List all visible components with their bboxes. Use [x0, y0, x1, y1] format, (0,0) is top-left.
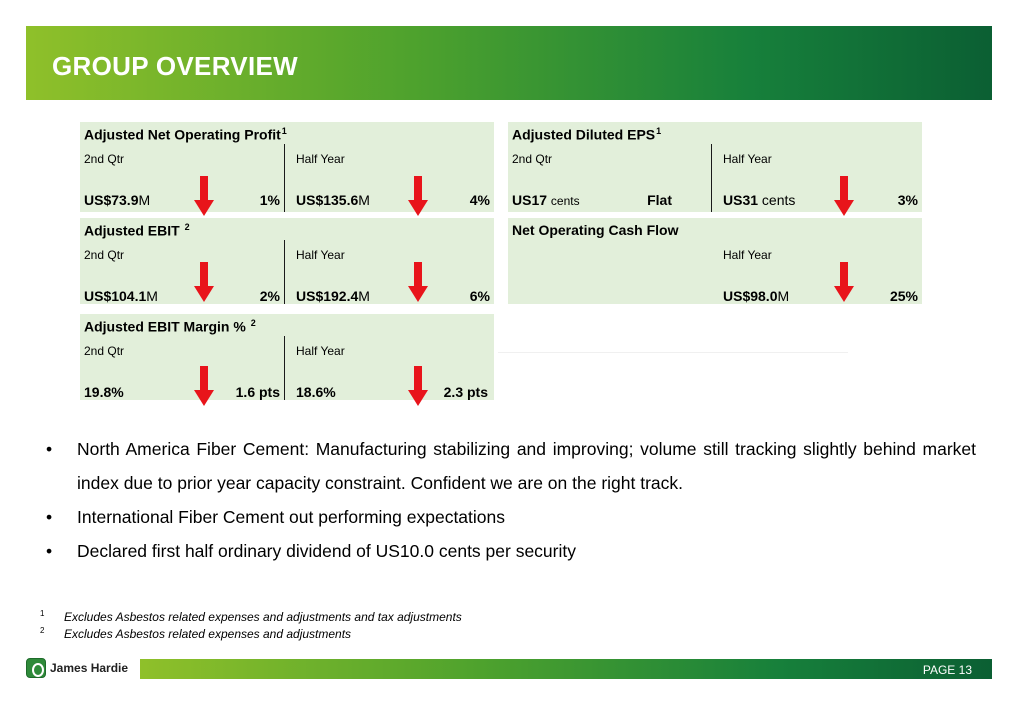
bullet-list: [46, 432, 976, 568]
red-down-arrow-icon: [194, 176, 214, 216]
footnote: [40, 626, 462, 643]
quarter-label: 2nd Qtr: [512, 152, 553, 166]
panel-ebit: [80, 218, 494, 304]
red-down-arrow-icon: [408, 176, 428, 216]
logo-text: James Hardie: [50, 661, 129, 675]
footnotes: [40, 609, 462, 643]
half-year-value-number: US$192.4: [296, 288, 359, 304]
half-year-value-unit: M: [358, 192, 370, 208]
quarter-label: 2nd Qtr: [84, 152, 125, 166]
footnote-text: Excludes Asbestos related expenses and adjustments and tax adjustments: [64, 610, 462, 624]
bullet-item: [46, 534, 976, 568]
half-year-label: Half Year: [723, 248, 772, 262]
red-down-arrow-icon: [408, 262, 428, 302]
page-title: GROUP OVERVIEW: [52, 51, 298, 81]
footnote-marker: 2: [250, 318, 256, 328]
red-down-arrow-icon: [834, 262, 854, 302]
panel-title-text: Adjusted Net Operating Profit: [84, 126, 281, 143]
panel-title: [512, 126, 661, 143]
half-year-change: 25%: [889, 288, 918, 304]
quarter-value-number: US17: [512, 192, 548, 208]
bullet-text: International Fiber Cement out performing expectations: [77, 507, 506, 527]
footnote-number: 1: [40, 609, 45, 618]
panel-operating-cash-flow: [508, 218, 922, 304]
half-year-label: Half Year: [296, 248, 345, 262]
half-year-value-unit: M: [777, 288, 790, 304]
quarter-label: 2nd Qtr: [84, 248, 125, 262]
quarter-value: [512, 192, 580, 208]
bullet-item: [46, 432, 976, 500]
quarter-change: 2%: [259, 288, 280, 304]
footnote-marker: 1: [656, 126, 662, 136]
quarter-label: 2nd Qtr: [84, 344, 125, 358]
column-divider: [284, 336, 285, 400]
bullet-marker: •: [46, 439, 53, 459]
quarter-value-unit: M: [138, 192, 151, 208]
footnote-number: 2: [40, 626, 45, 635]
bullet-text: North America Fiber Cement: Manufacturing stabilizing and improving; volume still tracking slightly behind market index due to prior year capacity constraint. Confident we are on the right track.: [77, 439, 976, 493]
bullet-marker: •: [46, 507, 53, 527]
quarter-change: 1.6 pts: [235, 384, 280, 400]
half-year-label: Half Year: [296, 152, 345, 166]
red-down-arrow-icon: [194, 262, 214, 302]
quarter-value-unit: cents: [550, 194, 580, 208]
bullet-marker: •: [46, 541, 53, 561]
half-year-change: 2.3 pts: [443, 384, 488, 400]
half-year-value: [296, 288, 370, 304]
panel-net-operating-profit: [80, 122, 494, 212]
panel-ebit-margin: [80, 314, 494, 400]
panel-title-text: Adjusted Diluted EPS: [512, 126, 656, 143]
column-divider: [284, 240, 285, 304]
half-year-change: 4%: [469, 192, 490, 208]
panel-diluted-eps: [508, 122, 922, 212]
footnote-marker: 2: [184, 222, 190, 232]
quarter-value-number: US$73.9: [84, 192, 139, 208]
divider-line: [498, 352, 848, 353]
red-down-arrow-icon: [194, 366, 214, 406]
half-year-value-number: US31: [723, 192, 759, 208]
half-year-value-unit: M: [358, 288, 370, 304]
half-year-label: Half Year: [723, 152, 772, 166]
quarter-value: [84, 192, 150, 208]
half-year-value: 18.6%: [296, 384, 336, 400]
page-number: PAGE 13: [922, 663, 972, 677]
quarter-change: Flat: [647, 192, 672, 208]
half-year-value-number: US$98.0: [723, 288, 778, 304]
column-divider: [711, 144, 712, 212]
footer-band: [140, 659, 992, 679]
bullet-text: Declared first half ordinary dividend of US10.0 cents per security: [77, 541, 576, 561]
half-year-change: 6%: [469, 288, 490, 304]
half-year-value-number: US$135.6: [296, 192, 359, 208]
company-logo: [26, 658, 130, 680]
panel-title: [84, 222, 190, 239]
footnote: [40, 609, 462, 626]
panel-title-text: Adjusted EBIT Margin %: [84, 318, 246, 335]
half-year-label: Half Year: [296, 344, 345, 358]
quarter-value: [84, 288, 158, 304]
panel-title: [84, 126, 287, 143]
quarter-value-number: US$104.1: [84, 288, 147, 304]
footnote-marker: 1: [281, 126, 287, 136]
footnote-text: Excludes Asbestos related expenses and adjustments: [64, 627, 352, 641]
quarter-value: 19.8%: [84, 384, 124, 400]
column-divider: [284, 144, 285, 212]
half-year-change: 3%: [897, 192, 918, 208]
bullet-item: [46, 500, 976, 534]
panel-title: Net Operating Cash Flow: [512, 222, 679, 238]
quarter-change: 1%: [259, 192, 280, 208]
half-year-value: [723, 192, 795, 208]
panel-title-text: Adjusted EBIT: [84, 222, 180, 239]
panel-title: [84, 318, 256, 335]
quarter-value-unit: M: [146, 288, 158, 304]
red-down-arrow-icon: [834, 176, 854, 216]
logo-icon: [26, 658, 46, 678]
half-year-value: [723, 288, 789, 304]
half-year-value: [296, 192, 370, 208]
half-year-value-unit: cents: [761, 192, 796, 208]
